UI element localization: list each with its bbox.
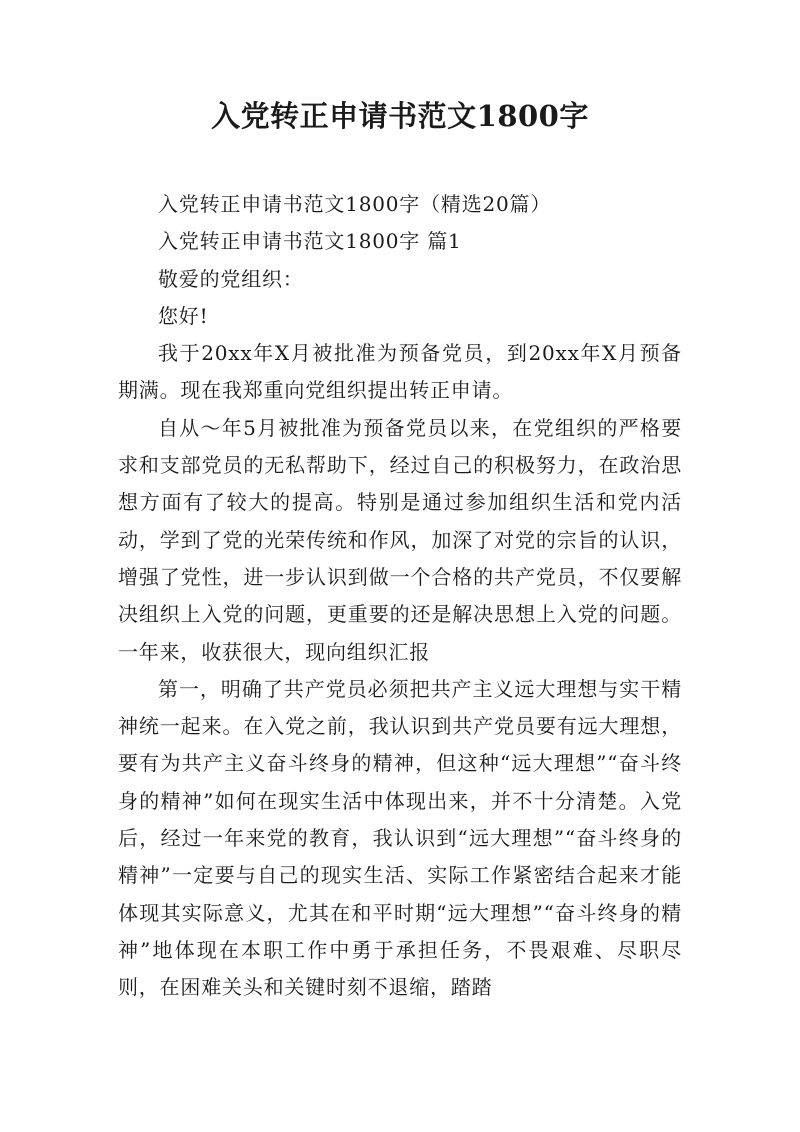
paragraph-subtitle: 入党转正申请书范文1800字（精选20篇） — [158, 192, 552, 216]
paragraph-body: 自从～年5月被批准为预备党员以来，在党组织的严格要求和支部党员的无私帮助下，经过自己的积极努力，在政治思想方面有了较大的提高。特别是通过参加组织生活和党内活动，学到了党的光荣传统和作风，加深了对党的宗旨的认识，增强了党性，进一步认识到做一个合格的共产党员，不仅要解决组织上入党的问题，更重要的还是解决思想上入党的问题。一年来，收获很大，现向组织汇报 — [118, 415, 682, 664]
paragraph-greeting: 您好! — [158, 303, 209, 328]
paragraph-salutation: 敬爱的党组织： — [158, 266, 304, 291]
paragraph-section-heading: 入党转正申请书范文1800字 篇1 — [158, 229, 462, 254]
document-body — [118, 186, 682, 1007]
paragraph-body: 我于20xx年X月被批准为预备党员，到20xx年X月预备期满。现在我郑重向党组织提出转正申请。 — [118, 341, 682, 403]
document-title: 入党转正申请书范文1800字 — [211, 99, 589, 133]
paragraph-body: 第一，明确了共产党员必须把共产主义远大理想与实干精神统一起来。在入党之前，我认识到共产党员要有远大理想，要有为共产主义奋斗终身的精神，但这种“远大理想”“奋斗终身的精神”如何在现实生活中体现出来，并不十分清楚。入党后，经过一年来党的教育，我认识到“远大理想”“奋斗终身的精神”一定要与自己的现实生活、实际工作紧密结合起来才能体现其实际意义，尤其在和平时期“远大理想”“奋斗终身的精神”地体现在本职工作中勇于承担任务，不畏艰难、尽职尽则，在困难关头和关键时刻不退缩，踏踏 — [118, 676, 682, 1000]
